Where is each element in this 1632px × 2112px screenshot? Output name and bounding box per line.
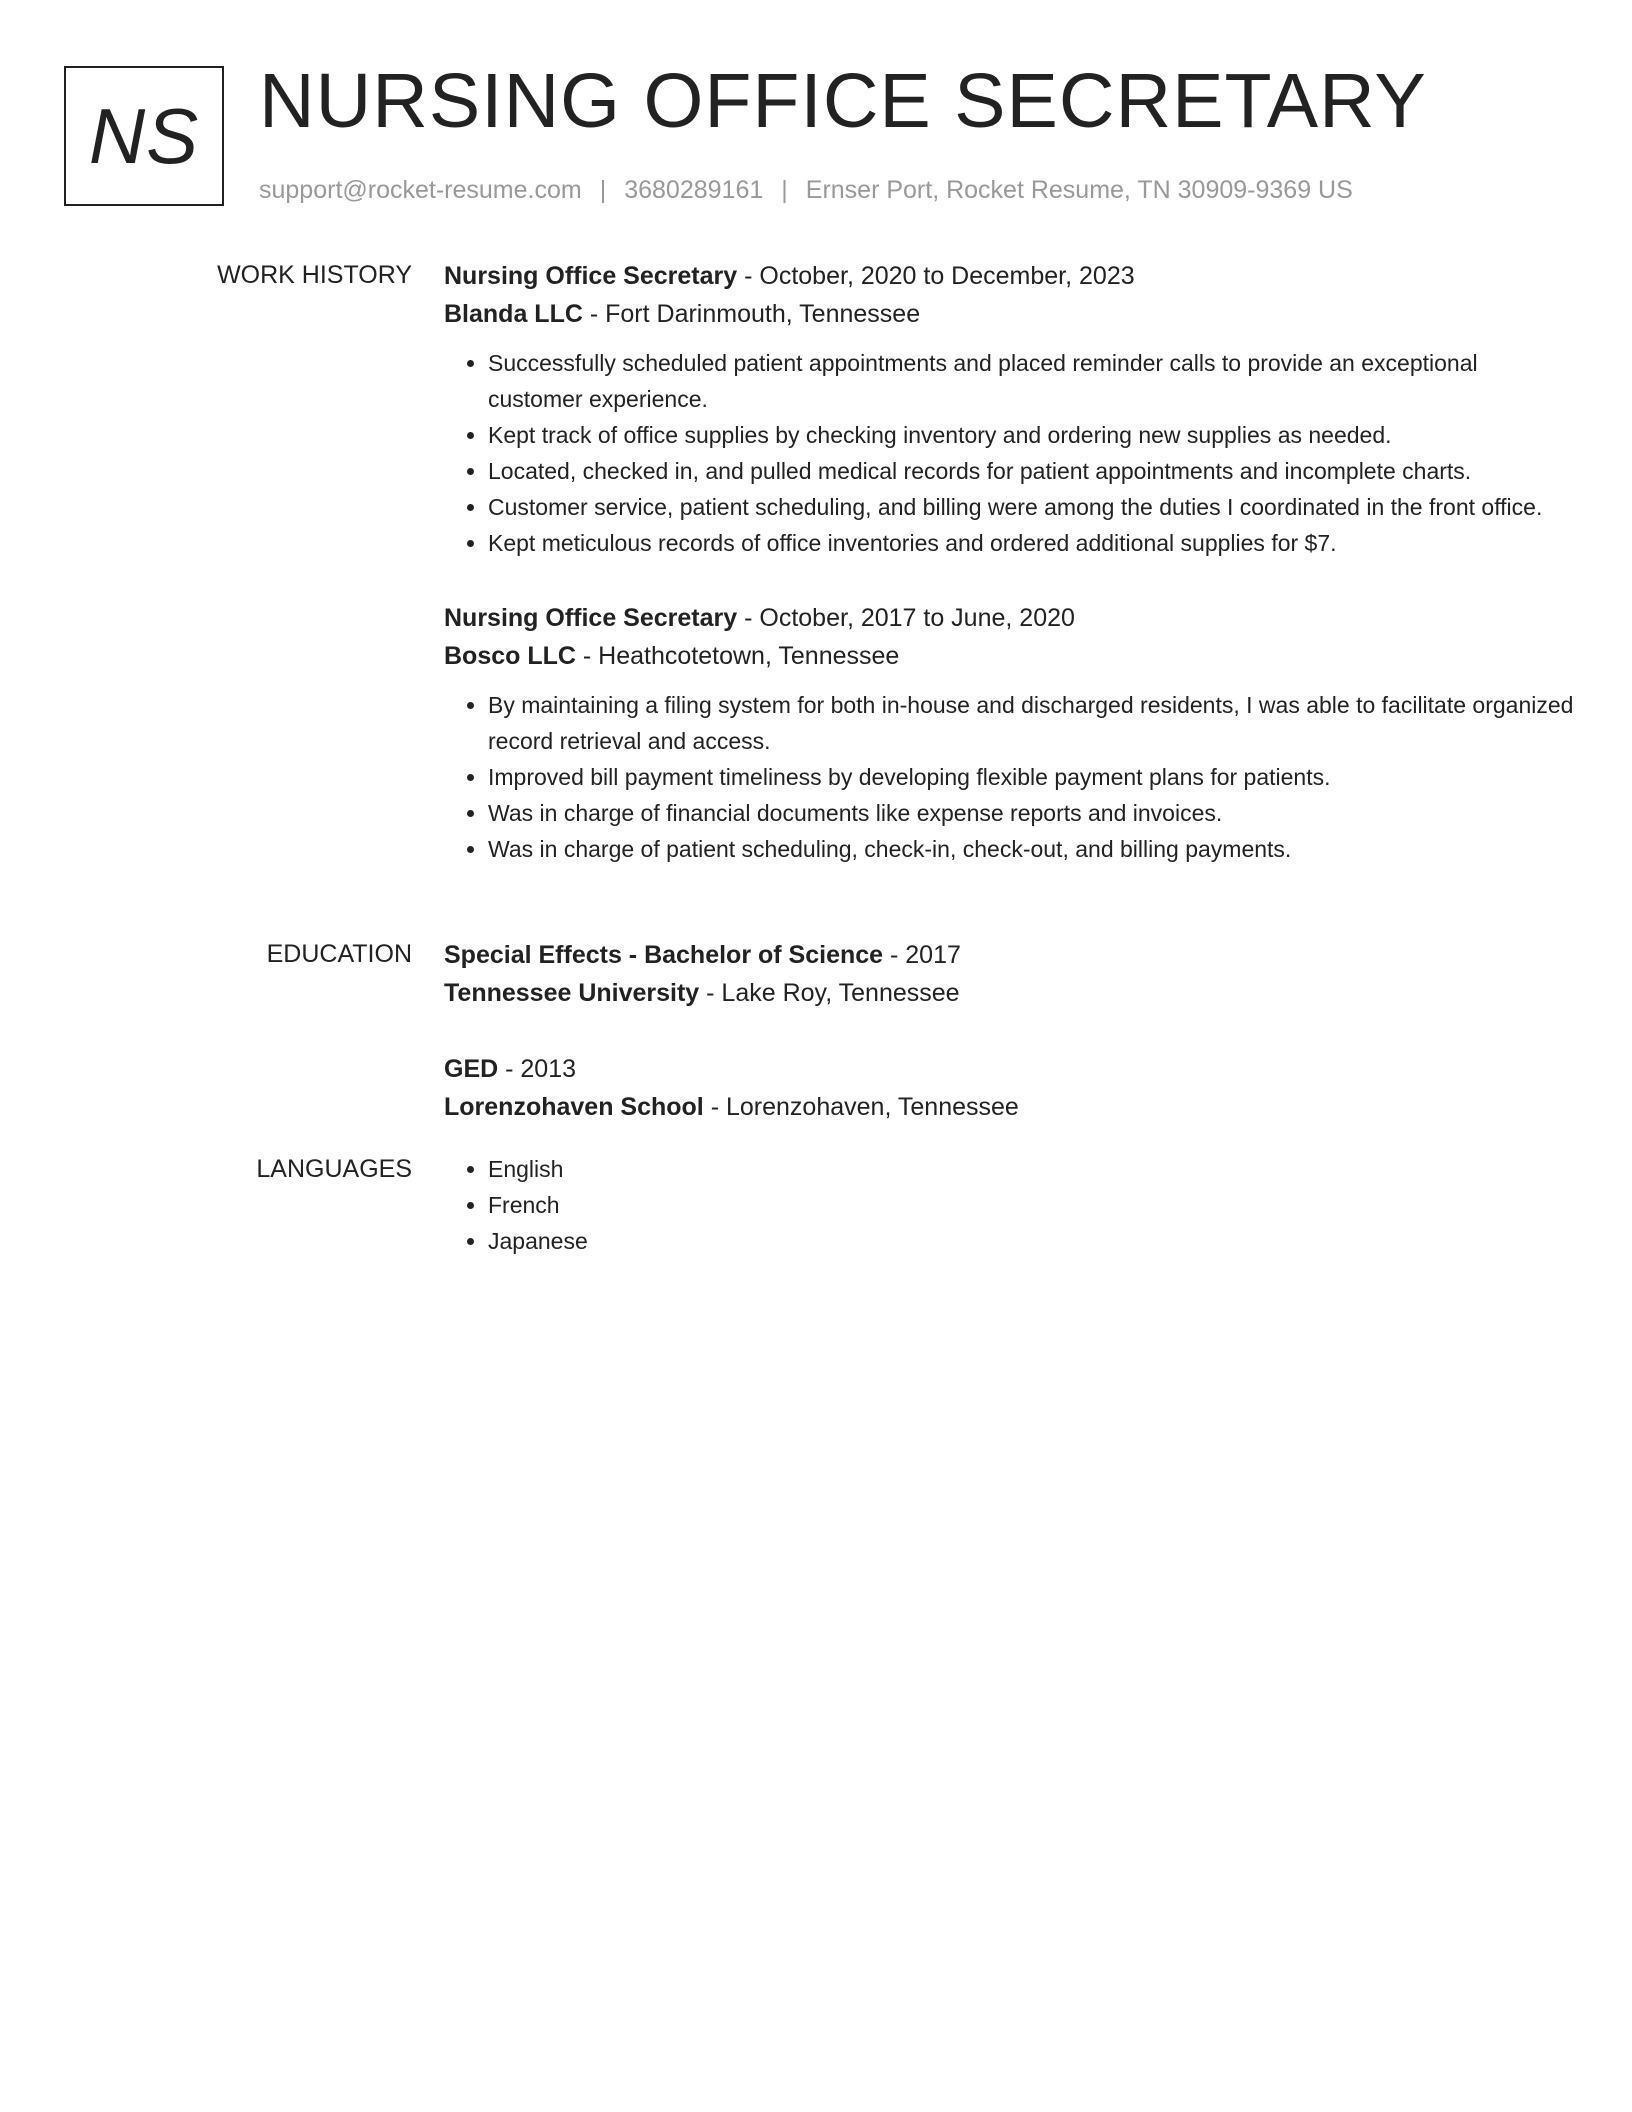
job-company-line (444, 295, 1574, 333)
contact-separator: | (781, 176, 788, 204)
job-duties (444, 687, 1574, 867)
list-item: • Kept meticulous records of office inventories and ordered additional supplies for $7. (488, 525, 1574, 561)
list-item: • Kept track of office supplies by checking inventory and ordering new supplies as needed. (488, 417, 1574, 453)
contact-line (259, 175, 1353, 205)
education-school-line (444, 1088, 1574, 1126)
job-dates: - October, 2017 to June, 2020 (737, 604, 1075, 632)
education-body (444, 936, 1574, 1126)
education-entry (444, 1050, 1574, 1126)
contact-phone[interactable]: 3680289161 (624, 176, 764, 204)
education-heading (444, 936, 1574, 974)
list-item: • Customer service, patient scheduling, and billing were among the duties I coordinated in the front office. (488, 489, 1574, 525)
list-item: • By maintaining a filing system for both in-house and discharged residents, I was able to facilitate organized record retrieval and access. (488, 687, 1574, 759)
job-duties (444, 345, 1574, 561)
job-dates: - October, 2020 to December, 2023 (737, 262, 1135, 290)
job-company: Blanda LLC (444, 300, 583, 328)
language-list (444, 1151, 1574, 1259)
education-year: - 2013 (498, 1055, 577, 1083)
contact-email[interactable]: support@rocket-resume.com (259, 176, 582, 204)
section-label-education: EDUCATION (266, 940, 412, 968)
section-label-work-history: WORK HISTORY (217, 261, 412, 289)
work-history-body (444, 257, 1574, 867)
job-company-line (444, 637, 1574, 675)
list-item: • Was in charge of patient scheduling, check-in, check-out, and billing payments. (488, 831, 1574, 867)
list-item: • French (488, 1187, 1574, 1223)
list-item: • Located, checked in, and pulled medical records for patient appointments and incomplete charts. (488, 453, 1574, 489)
list-item: • Japanese (488, 1223, 1574, 1259)
job-heading (444, 257, 1574, 295)
languages-body (444, 1151, 1574, 1259)
job-entry (444, 257, 1574, 561)
education-location: - Lorenzohaven, Tennessee (703, 1093, 1019, 1121)
job-location: - Fort Darinmouth, Tennessee (582, 300, 921, 328)
job-location: - Heathcotetown, Tennessee (575, 642, 900, 670)
education-degree: Special Effects - Bachelor of Science (444, 941, 884, 969)
education-degree: GED (444, 1055, 499, 1083)
job-entry (444, 599, 1574, 867)
list-item: • Successfully scheduled patient appointments and placed reminder calls to provide an exceptional customer experience. (488, 345, 1574, 417)
monogram-initials: NS (88, 91, 200, 180)
list-item: • Was in charge of financial documents like expense reports and invoices. (488, 795, 1574, 831)
education-school: Tennessee University (444, 979, 700, 1007)
monogram-logo (64, 66, 224, 206)
education-school: Lorenzohaven School (444, 1093, 704, 1121)
education-year: - 2017 (883, 941, 961, 969)
section-label-languages: LANGUAGES (256, 1155, 412, 1183)
education-entry (444, 936, 1574, 1012)
job-title: Nursing Office Secretary (444, 604, 738, 632)
education-school-line (444, 974, 1574, 1012)
job-heading (444, 599, 1574, 637)
education-heading (444, 1050, 1574, 1088)
job-company: Bosco LLC (444, 642, 576, 670)
contact-separator: | (599, 176, 607, 204)
contact-address: Ernser Port, Rocket Resume, TN 30909-9369 US (805, 176, 1353, 204)
job-title: Nursing Office Secretary (444, 262, 738, 290)
list-item: • Improved bill payment timeliness by developing flexible payment plans for patients. (488, 759, 1574, 795)
education-location: - Lake Roy, Tennessee (699, 979, 960, 1007)
list-item: • English (488, 1151, 1574, 1187)
page-title: NURSING OFFICE SECRETARY (259, 58, 1427, 144)
